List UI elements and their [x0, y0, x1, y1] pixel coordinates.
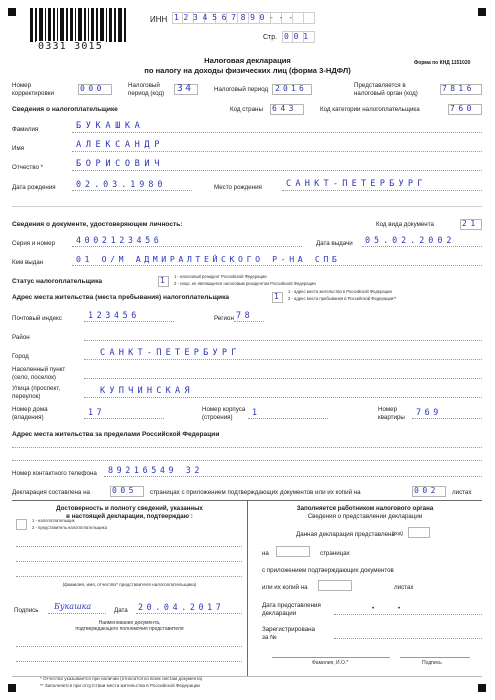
corner-mark-bottom-right — [478, 684, 486, 692]
officer-date-label-1: Дата представления — [262, 602, 321, 609]
authority-doc-line-1 — [16, 636, 242, 647]
status-value[interactable]: 1 — [160, 276, 170, 285]
footnote-2: ** Заполняется при отсутствии места жительства в Российской Федерации — [40, 683, 200, 688]
building-label-2: (строения) — [202, 414, 233, 421]
signature-label: Подпись — [14, 607, 39, 614]
settlement-label-1: Населенный пункт — [12, 366, 66, 373]
submitted-code-box — [408, 527, 430, 538]
officer-date-dot-1: • — [372, 605, 375, 612]
street-value[interactable]: КУПЧИНСКАЯ — [100, 386, 194, 396]
issue-date-label: Дата выдачи — [316, 240, 353, 247]
inn-label: ИНН — [150, 15, 168, 24]
submitted-label: Данная декларация представлена — [296, 531, 395, 538]
birthplace-label: Место рождения — [214, 184, 262, 191]
officer-reg-field — [334, 628, 482, 639]
patronymic-label: Отчество * — [12, 164, 44, 171]
signer-type-box — [16, 519, 27, 530]
phone-value[interactable]: 89216549 32 — [108, 465, 204, 475]
address-note-1: 1 - адрес места жительства в Российской Федерации — [288, 289, 392, 294]
footnote-1: * Отчество указывается при наличии (относится ко всем листам документа) — [40, 676, 203, 681]
region-value[interactable]: 78 — [236, 310, 254, 320]
sign-date-value[interactable]: 20.04.2017 — [138, 602, 225, 612]
corner-mark-top-right — [478, 8, 486, 16]
region-label: Регион — [214, 315, 234, 322]
name-value[interactable]: АЛЕКСАНДР — [76, 140, 164, 150]
country-code-label: Код страны — [230, 106, 263, 113]
officer-fio-caption: Фамилия, И.О.* — [312, 660, 349, 666]
surname-value[interactable]: БУКАШКА — [76, 121, 145, 131]
barcode-number: 0331 3015 — [38, 41, 103, 52]
period-code-label: Налоговый период (код) — [128, 82, 165, 97]
issued-by-label: Кем выдан — [12, 259, 44, 266]
signer-opt-2: 2 - представитель налогоплательщика — [32, 525, 107, 530]
building-label-1: Номер корпуса — [202, 406, 246, 413]
postal-value[interactable]: 123456 — [88, 310, 140, 320]
settlement-field — [84, 368, 482, 379]
officer-reg-label-1: Зарегистрирована — [262, 626, 315, 633]
building-value[interactable]: 1 — [252, 407, 261, 417]
officer-sign-line — [400, 657, 470, 658]
street-label-2: переулок) — [12, 393, 41, 400]
copies-value[interactable]: 002 — [414, 486, 439, 495]
taxpayer-category-value[interactable]: 760 — [450, 104, 475, 113]
signature-value[interactable]: Букашка — [54, 602, 92, 611]
status-note-1: 1 - налоговый резидент Российской Федерации — [174, 274, 267, 279]
street-label-1: Улица (проспект, — [12, 385, 61, 392]
birthdate-label: Дата рождения — [12, 184, 56, 191]
country-code-value[interactable]: 643 — [272, 104, 297, 113]
district-field — [84, 330, 482, 341]
period-code-value[interactable]: 34 — [177, 83, 194, 94]
signer-title-2: в настоящей декларации, подтверждаю : — [66, 513, 193, 520]
flat-label-1: Номер — [378, 406, 398, 413]
foreign-address-title: Адрес места жительства за пределами Российской Федерации — [12, 431, 220, 438]
house-label-1: Номер дома — [12, 406, 48, 413]
copies-suffix: листах — [452, 489, 472, 496]
signer-fio-line-2 — [16, 551, 242, 562]
correction-value[interactable]: 000 — [80, 84, 105, 93]
taxpayer-section-title: Сведения о налогоплательщике — [12, 106, 118, 113]
submitted-code-label: (код) — [392, 531, 404, 537]
officer-date-field — [334, 604, 482, 615]
page-label: Стр. — [263, 34, 278, 41]
pages-value[interactable]: 005 — [112, 486, 137, 495]
officer-pages-box — [276, 546, 310, 557]
address-note-2: 2 - адрес места пребывания в Российской Федерации** — [288, 296, 397, 301]
form-title-line1: Налоговая декларация — [204, 56, 291, 65]
flat-value[interactable]: 769 — [416, 407, 442, 417]
series-value[interactable]: 4002123456 — [76, 235, 163, 245]
city-value[interactable]: САНКТ-ПЕТЕРБУРГ — [100, 348, 241, 358]
corner-mark-bottom-left — [8, 684, 16, 692]
name-label: Имя — [12, 145, 25, 152]
form-title-line2: по налогу на доходы физических лиц (форма 3-НДФЛ) — [144, 66, 351, 75]
status-note-2: 2 - лицо, не являющееся налоговым резидентом Российской Федерации — [174, 281, 316, 286]
surname-label: Фамилия — [12, 126, 39, 133]
officer-docs-label: с приложением подтверждающих документов — [262, 567, 394, 574]
officer-fio-line — [272, 657, 390, 658]
house-value[interactable]: 17 — [88, 407, 106, 417]
form-code: Форма по КНД 1151020 — [414, 60, 471, 66]
patronymic-value[interactable]: БОРИСОВИЧ — [76, 159, 164, 169]
officer-sign-caption: Подпись — [422, 660, 442, 666]
sign-date-label: Дата — [114, 607, 128, 614]
postal-label: Почтовый индекс — [12, 315, 62, 322]
doc-code-label: Код вида документа — [376, 221, 434, 228]
foreign-address-field-1 — [12, 437, 482, 448]
officer-pages-label: страницах — [320, 550, 350, 557]
officer-copies-box — [318, 580, 352, 591]
birthdate-value[interactable]: 02.03.1980 — [76, 179, 167, 189]
address-type-value[interactable]: 1 — [274, 292, 284, 301]
officer-on-label: на — [262, 550, 269, 557]
pages-label: Декларация составлена на — [12, 489, 90, 496]
signer-fio-line-3 — [16, 566, 242, 577]
authority-doc-line-2 — [16, 651, 242, 662]
authority-value[interactable]: 7816 — [442, 84, 475, 93]
status-label: Статус налогоплательщика — [12, 278, 103, 285]
pages-mid-text: страницах с приложением подтверждающих документов или их копий на — [150, 489, 361, 496]
issued-by-value[interactable]: 01 О/М АДМИРАЛТЕЙСКОГО Р-НА СПБ — [76, 254, 341, 264]
officer-date-label-2: декларации — [262, 610, 297, 617]
separator-1 — [12, 206, 482, 207]
officer-title: Заполняется работником налогового органа — [296, 505, 434, 512]
address-section-title: Адрес места жительства (места пребывания) налогоплательщика — [12, 294, 230, 301]
tax-year-value[interactable]: 2016 — [275, 84, 308, 93]
settlement-label-2: (село, поселок) — [12, 374, 56, 381]
officer-subtitle: Сведения о представлении декларации — [307, 513, 423, 520]
flat-label-2: квартиры — [378, 414, 405, 421]
bottom-frame-divider — [247, 500, 248, 676]
signer-title-1: Достоверность и полноту сведений, указанных — [56, 505, 203, 512]
tax-year-label: Налоговый период — [214, 86, 269, 93]
signer-fio-note: (фамилия, имя, отчество* представителя налогоплательщика) — [62, 582, 197, 587]
foreign-address-field-2 — [12, 450, 482, 461]
page-value[interactable]: 001 — [284, 32, 313, 41]
doc-code-value[interactable]: 21 — [462, 219, 479, 228]
officer-date-dot-2: • — [398, 605, 401, 612]
signer-opt-1: 1 - налогоплательщик — [32, 518, 75, 523]
authority-label: Представляется в налоговый орган (код) — [354, 82, 418, 97]
barcode-image — [30, 8, 126, 42]
house-label-2: (владения) — [12, 414, 44, 421]
authority-doc-note-2: подтверждающего полномочия представителя — [75, 626, 184, 632]
document-section-title: Сведения о документе, удостоверяющем личность: — [12, 221, 183, 228]
phone-label: Номер контактного телефона — [12, 470, 97, 477]
issue-date-value[interactable]: 05.02.2002 — [365, 235, 456, 245]
officer-reg-label-2: за № — [262, 634, 277, 641]
taxpayer-category-label: Код категории налогоплательщика — [320, 106, 420, 113]
signer-fio-line-1 — [16, 536, 242, 547]
authority-doc-note-1: Наименование документа, — [98, 620, 161, 626]
city-label: Город — [12, 353, 29, 360]
correction-label: Номер корректировки — [12, 82, 54, 97]
officer-sheets-label: листах — [394, 584, 414, 591]
birthplace-value[interactable]: САНКТ-ПЕТЕРБУРГ — [286, 179, 427, 189]
officer-copies-label: или их копий на — [262, 584, 308, 591]
series-label: Серия и номер — [12, 240, 56, 247]
inn-value[interactable]: 1234567890--- — [174, 13, 298, 22]
corner-mark-top-left — [8, 8, 16, 16]
district-label: Район — [12, 334, 30, 341]
